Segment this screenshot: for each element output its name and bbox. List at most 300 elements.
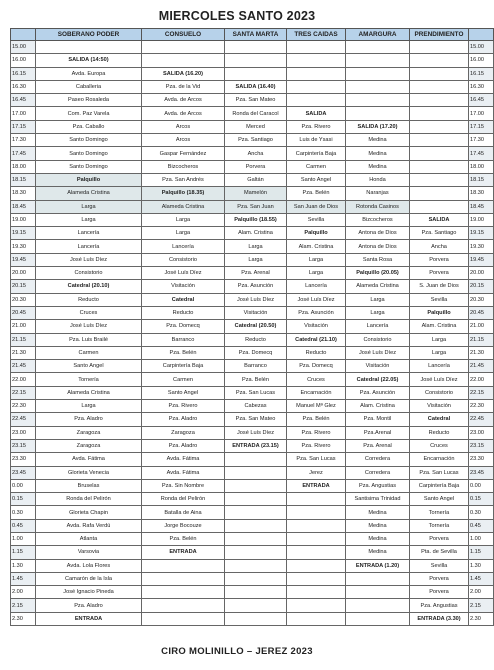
route-cell: Larga [142,213,225,226]
route-cell: Carpintería Baja [287,147,346,160]
table-row [11,280,494,293]
route-cell: Palquillo [36,173,142,186]
time-cell: 0.15 [469,493,494,506]
route-cell: Pza. Asunción [225,280,287,293]
route-cell [410,67,469,80]
time-cell: 21.30 [11,346,36,359]
route-cell [225,506,287,519]
route-cell: ENTRADA (23.15) [225,439,287,452]
route-cell: Medina [346,532,410,545]
route-cell: Larga [36,400,142,413]
route-cell: Pza. Rivero [287,426,346,439]
route-cell: Alam. Cristina [410,320,469,333]
route-cell: José Luís Díez [410,373,469,386]
route-cell [410,107,469,120]
route-cell: Pta. de Sevilla [410,546,469,559]
route-cell: José Luís Díez [225,293,287,306]
time-cell: 20.15 [11,280,36,293]
route-cell: Pza. San Lucas [410,466,469,479]
table-row [11,80,494,93]
route-cell [225,493,287,506]
route-cell: Carmen [142,373,225,386]
route-cell: Pza. Aladro [142,439,225,452]
route-cell: Luis de Ysasi [287,134,346,147]
route-cell [142,41,225,54]
table-row [11,160,494,173]
route-cell: Pza. Rivero [142,400,225,413]
route-cell: Porvera [410,532,469,545]
table-row [11,54,494,67]
time-cell: 17.30 [469,134,494,147]
time-cell: 2.00 [11,586,36,599]
time-cell: 2.30 [469,612,494,625]
time-cell: 16.30 [11,80,36,93]
route-cell: Lancería [36,227,142,240]
route-cell [287,532,346,545]
route-cell [410,120,469,133]
route-cell: Zaragoza [36,426,142,439]
route-cell: José Luís Díez [142,267,225,280]
route-cell [225,453,287,466]
time-cell: 19.30 [11,240,36,253]
time-cell: 21.00 [11,320,36,333]
route-cell: Ronda del Caracol [225,107,287,120]
route-cell: Alam. Cristina [287,240,346,253]
route-cell: Ronda del Pelirón [36,493,142,506]
time-cell: 20.15 [469,280,494,293]
time-cell: 22.15 [469,386,494,399]
time-cell: 23.30 [11,453,36,466]
time-cell: 21.15 [11,333,36,346]
time-cell: 23.30 [469,453,494,466]
route-cell: Porvera [410,267,469,280]
route-cell [287,54,346,67]
route-cell: Medina [346,147,410,160]
table-row [11,107,494,120]
route-cell: Reducto [287,346,346,359]
table-row [11,466,494,479]
route-cell: Pza. Aladro [142,413,225,426]
route-cell: Manuel Mª Glez [287,400,346,413]
time-cell: 21.30 [469,346,494,359]
route-cell: Visitación [287,320,346,333]
route-cell [346,572,410,585]
route-cell: Pza. de la Vid [142,80,225,93]
table-row [11,306,494,319]
time-cell: 0.30 [469,506,494,519]
time-cell: 19.45 [469,253,494,266]
table-row [11,147,494,160]
time-cell: 17.00 [11,107,36,120]
route-cell: Larga [346,306,410,319]
time-cell: 22.30 [11,400,36,413]
time-cell: 0.45 [469,519,494,532]
time-cell: 2.15 [11,599,36,612]
route-cell: Lancería [346,320,410,333]
column-header: SOBERANO PODER [36,29,142,41]
route-cell: Atlanta [36,532,142,545]
time-cell: 0.30 [11,506,36,519]
table-row [11,267,494,280]
route-cell [142,572,225,585]
table-row [11,187,494,200]
route-cell: Avda. Fátima [142,466,225,479]
table-row [11,320,494,333]
route-cell: Pza. San Mateo [225,413,287,426]
route-cell: Avda. de Arcos [142,107,225,120]
time-cell: 18.15 [469,173,494,186]
route-cell [287,506,346,519]
route-cell: Santo Domingo [36,160,142,173]
route-cell: Medina [346,506,410,519]
route-cell: SALIDA (16.20) [142,67,225,80]
table-row [11,519,494,532]
route-cell: Merced [225,120,287,133]
route-cell: Pza. San Andrés [142,173,225,186]
route-cell [346,80,410,93]
route-cell [410,134,469,147]
time-cell: 21.45 [469,360,494,373]
route-cell [287,572,346,585]
route-cell: Larga [225,253,287,266]
route-cell: Tornería [410,519,469,532]
route-cell: Palquillo (20.05) [346,267,410,280]
route-cell [287,519,346,532]
route-cell: Visitación [410,400,469,413]
route-cell: Catedral (21.10) [287,333,346,346]
time-cell: 17.45 [469,147,494,160]
route-cell: Avda. Rafa Verdú [36,519,142,532]
route-cell: Pza. Sin Nombre [142,479,225,492]
route-cell: SALIDA (14:50) [36,54,142,67]
route-cell: SALIDA [410,213,469,226]
route-cell [287,546,346,559]
route-cell: Pza. Aladro [36,599,142,612]
table-row [11,493,494,506]
route-cell: Palquillo [410,306,469,319]
route-cell: Catedral (22.05) [346,373,410,386]
time-cell: 20.00 [11,267,36,280]
time-cell: 0.00 [469,479,494,492]
route-cell: ENTRADA (3.30) [410,612,469,625]
table-row [11,546,494,559]
time-cell: 21.00 [469,320,494,333]
route-cell: Antona de Dios [346,240,410,253]
route-cell: José Ignacio Pineda [36,586,142,599]
time-cell: 19.45 [11,253,36,266]
time-cell: 16.45 [11,94,36,107]
route-cell: Sevilla [410,559,469,572]
time-cell: 23.15 [469,439,494,452]
route-cell: Medina [346,546,410,559]
table-row [11,439,494,452]
route-cell: Consistorio [410,386,469,399]
route-cell: Tornería [410,506,469,519]
route-cell: Pza. Arenal [225,267,287,280]
route-cell: Larga [287,253,346,266]
time-cell: 18.45 [11,200,36,213]
route-cell: Catedral [142,293,225,306]
route-cell: Larga [287,267,346,280]
route-cell: Pza. Domecq [142,320,225,333]
route-cell: Bizcocheros [346,213,410,226]
route-cell: Reducto [410,426,469,439]
table-row [11,612,494,625]
route-cell: Medina [346,519,410,532]
route-cell [287,80,346,93]
route-cell: Antona de Dios [346,227,410,240]
route-cell: Medina [346,160,410,173]
table-row [11,413,494,426]
route-cell [225,41,287,54]
time-cell: 15.00 [469,41,494,54]
route-cell [225,532,287,545]
route-cell: Pza. Angustias [410,599,469,612]
route-cell: ENTRADA [36,612,142,625]
route-cell: Encarnación [410,453,469,466]
route-cell: Alameda Cristina [36,187,142,200]
route-cell [142,599,225,612]
route-cell: S. Juan de Dios [410,280,469,293]
time-cell: 16.00 [469,54,494,67]
time-cell: 22.45 [11,413,36,426]
time-cell: 1.45 [469,572,494,585]
route-cell: Carmen [36,346,142,359]
route-cell: Com. Paz Varela [36,107,142,120]
route-cell: Pza. San Mateo [225,94,287,107]
route-cell: Larga [36,213,142,226]
route-cell: Alameda Cristina [142,200,225,213]
route-cell: Pza. Aladro [36,413,142,426]
route-cell: Palquillo [287,227,346,240]
route-cell: Porvera [225,160,287,173]
table-row [11,333,494,346]
time-cell: 17.15 [469,120,494,133]
route-cell: Caballeria [36,80,142,93]
table-row [11,213,494,226]
route-cell: Zaragoza [142,426,225,439]
route-cell [142,54,225,67]
route-cell: Jerez [287,466,346,479]
route-cell: Naranjas [346,187,410,200]
route-cell: Consistorio [346,333,410,346]
table-row [11,400,494,413]
time-cell: 23.00 [11,426,36,439]
time-cell: 1.45 [11,572,36,585]
route-cell: Santo Domingo [36,147,142,160]
time-cell: 22.00 [469,373,494,386]
route-cell: Pza. Santiago [225,134,287,147]
table-row [11,559,494,572]
table-row [11,386,494,399]
route-cell: Honda [346,173,410,186]
time-cell: 1.00 [11,532,36,545]
route-cell [410,94,469,107]
page-title: MIERCOLES SANTO 2023 [158,9,316,23]
route-cell: Palquillo (18.55) [225,213,287,226]
route-cell [346,107,410,120]
route-cell: Ancha [410,240,469,253]
route-cell: Santo Angel [36,360,142,373]
route-cell: Pza. Arenal [346,439,410,452]
time-cell: 1.15 [11,546,36,559]
time-cell: 16.45 [469,94,494,107]
route-cell: Pza. Domecq [287,360,346,373]
table-row [11,599,494,612]
table-row [11,360,494,373]
table-row [11,586,494,599]
route-cell: Paseo Rosaleda [36,94,142,107]
route-cell: Arcos [142,134,225,147]
column-header: AMARGURA [346,29,410,41]
time-cell: 23.45 [469,466,494,479]
route-cell: Arcos [142,120,225,133]
route-cell: Cruces [410,439,469,452]
route-cell: Pza. Asunción [346,386,410,399]
route-cell: Lancería [36,240,142,253]
route-cell: Pza. Luis Brailé [36,333,142,346]
route-cell [410,187,469,200]
route-cell: Ronda del Pelirón [142,493,225,506]
time-cell: 19.15 [469,227,494,240]
route-cell: Avda. Europa [36,67,142,80]
column-header [11,29,36,41]
time-cell: 18.15 [11,173,36,186]
table-row [11,346,494,359]
route-cell [287,599,346,612]
route-cell [410,147,469,160]
route-cell: Reducto [225,333,287,346]
route-cell [287,612,346,625]
route-cell: Consistorio [36,267,142,280]
route-cell: Avda. Lola Flores [36,559,142,572]
column-header: CONSUELO [142,29,225,41]
column-header: TRES CAIDAS [287,29,346,41]
route-cell: Corredera [346,466,410,479]
time-cell: 23.00 [469,426,494,439]
table-row [11,253,494,266]
route-cell: Alam. Cristina [346,400,410,413]
time-cell: 2.30 [11,612,36,625]
route-cell [287,559,346,572]
time-cell: 18.00 [11,160,36,173]
time-cell: 0.15 [11,493,36,506]
route-cell: Camarón de la Isla [36,572,142,585]
route-cell: Glorieta Chapin [36,506,142,519]
route-cell: Visitación [225,306,287,319]
route-cell: Cruces [287,373,346,386]
route-cell: Pza. Rivero [287,120,346,133]
route-cell: Palquillo (18.35) [142,187,225,200]
route-cell [225,466,287,479]
time-cell: 22.15 [11,386,36,399]
route-cell: Pza. Montil [346,413,410,426]
route-cell: Pza. Rivero [287,439,346,452]
route-cell: Larga [36,200,142,213]
route-cell: Visitación [142,280,225,293]
route-cell: Carpintería Baja [142,360,225,373]
route-cell: Santisima Trinidad [346,493,410,506]
route-cell [346,67,410,80]
route-cell: Cruces [36,306,142,319]
route-cell: José Luís Díez [225,426,287,439]
route-cell: Barranco [142,333,225,346]
time-cell: 19.00 [11,213,36,226]
route-cell: Mamelón [225,187,287,200]
route-cell: José Luís Díez [287,293,346,306]
route-cell: Lancería [410,360,469,373]
route-cell [225,599,287,612]
route-cell [410,160,469,173]
route-cell [410,54,469,67]
time-cell: 21.15 [469,333,494,346]
header-row [11,29,494,41]
route-cell: Pza. Caballo [36,120,142,133]
time-cell: 20.30 [11,293,36,306]
route-cell [287,493,346,506]
route-cell: ENTRADA [142,546,225,559]
route-cell [410,41,469,54]
table-row [11,240,494,253]
route-cell: SALIDA [287,107,346,120]
route-cell: Larga [142,227,225,240]
table-row [11,453,494,466]
time-cell: 20.30 [469,293,494,306]
table-row [11,94,494,107]
route-cell [225,479,287,492]
route-cell: Santo Angel [287,173,346,186]
table-row [11,173,494,186]
route-cell [346,41,410,54]
route-cell: Bruselas [36,479,142,492]
route-cell: Lancería [287,280,346,293]
time-cell: 0.00 [11,479,36,492]
route-cell: Pza. Angustias [346,479,410,492]
route-cell [346,612,410,625]
route-cell: Larga [410,333,469,346]
route-cell: Catedral (20.50) [225,320,287,333]
route-cell: Gaspar Fernández [142,147,225,160]
route-cell: Porvera [410,572,469,585]
time-cell: 17.15 [11,120,36,133]
table-row [11,227,494,240]
time-cell: 21.45 [11,360,36,373]
column-header: PRENDIMIENTO [410,29,469,41]
route-cell: Catedral (20.10) [36,280,142,293]
time-cell: 19.15 [11,227,36,240]
route-cell [410,80,469,93]
route-cell: Porvera [410,586,469,599]
route-cell: Larga [346,293,410,306]
route-cell: Lancería [142,240,225,253]
time-cell: 2.15 [469,599,494,612]
column-header [469,29,494,41]
route-cell: Santo Angel [142,386,225,399]
route-cell: Porvera [410,253,469,266]
route-cell: ENTRADA (1.20) [346,559,410,572]
time-cell: 17.45 [11,147,36,160]
table-row [11,572,494,585]
time-cell: 23.45 [11,466,36,479]
table-row [11,67,494,80]
route-cell [410,200,469,213]
route-cell: José Luís Díez [36,320,142,333]
route-cell: ENTRADA [287,479,346,492]
time-cell: 16.15 [469,67,494,80]
time-cell: 23.15 [11,439,36,452]
table-row [11,200,494,213]
route-cell: Catedral [410,413,469,426]
